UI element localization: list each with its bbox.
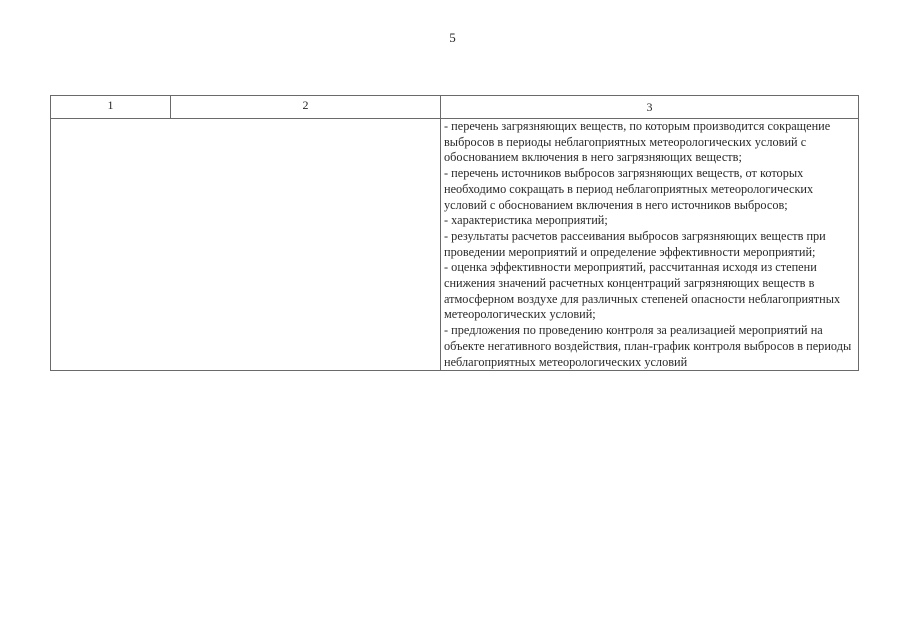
column-header-1: 1 (51, 96, 171, 119)
document-table (50, 95, 859, 371)
page-number: 5 (449, 30, 456, 45)
empty-cell (51, 119, 441, 371)
list-item: - перечень источников выбросов загрязняющих веществ, от которых необходимо сокращать в период неблагоприятных метеорологических условий с обоснованием включения в него источников выбросов; (444, 166, 814, 212)
table-row (51, 119, 859, 371)
column-header-3: 3 (441, 96, 859, 119)
content-cell (441, 119, 859, 371)
list-item: - перечень загрязняющих веществ, по которым производится сокращение выбросов в периоды неблагоприятных метеорологических условий с обоснованием включения в него загрязняющих веществ; (444, 119, 831, 165)
list-item: - результаты расчетов рассеивания выбросов загрязняющих веществ при проведении мероприятий и определение эффективности мероприятий; (444, 228, 826, 259)
list-item: - характеристика мероприятий; (444, 213, 608, 228)
list-item: - оценка эффективности мероприятий, рассчитанная исходя из степени снижения значений расчетных концентраций загрязняющих веществ в атмосферном воздухе для различных степеней опасности неблагоприятных метеорологических условий; (444, 260, 841, 322)
column-header-2: 2 (171, 96, 441, 119)
table-header-row (51, 96, 859, 119)
list-item: - предложения по проведению контроля за реализацией мероприятий на объекте негативного воздействия, план-график контроля выбросов в периоды неблагоприятных метеорологических условий (444, 323, 852, 369)
